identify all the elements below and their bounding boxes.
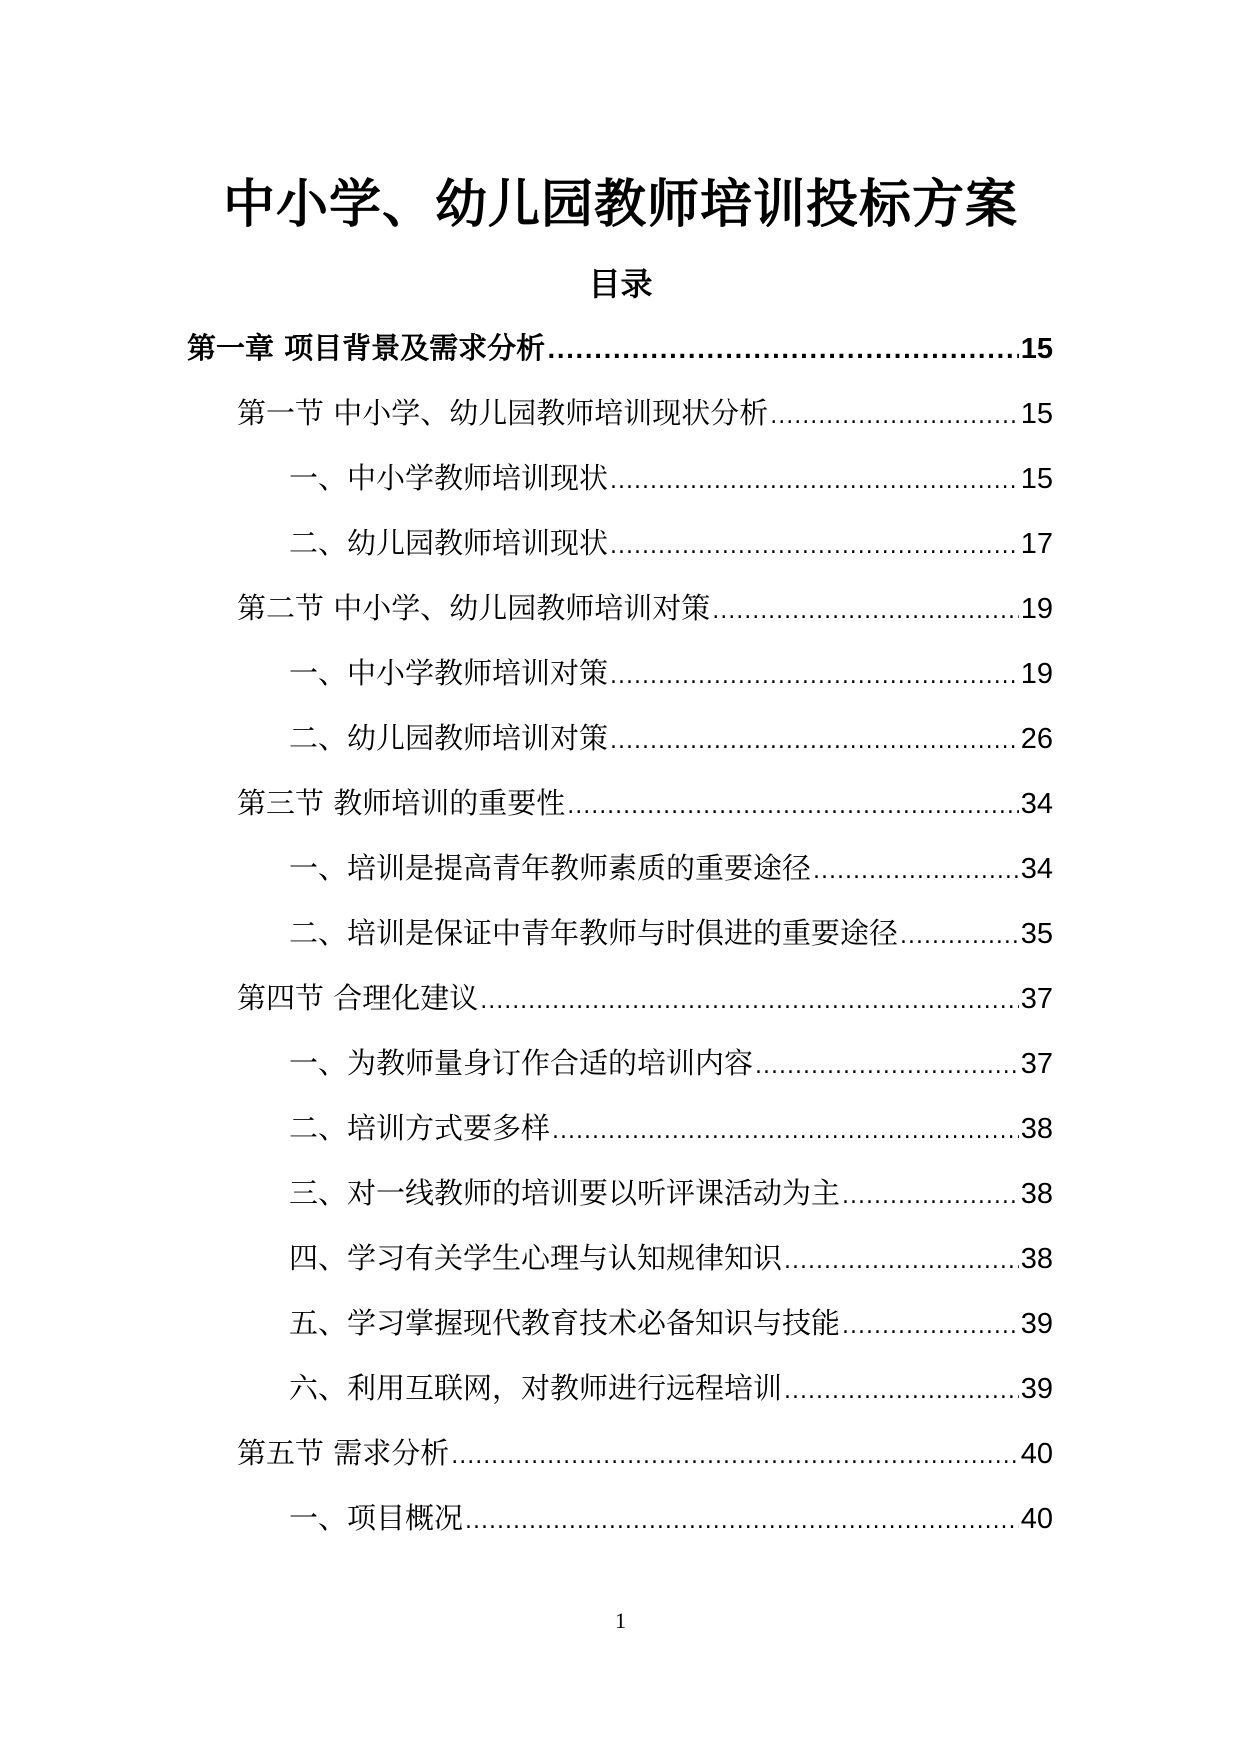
toc-entry-title: 二、培训方式要多样 — [289, 1111, 551, 1145]
toc-entry-title: 一、为教师量身订作合适的培训内容 — [289, 1046, 754, 1080]
toc-entry-page-number: 35 — [1020, 918, 1053, 950]
toc-entry[interactable] — [0, 1431, 1241, 1496]
toc-entry[interactable] — [0, 1366, 1241, 1431]
toc-entry-page-number: 37 — [1020, 983, 1053, 1015]
toc-entry[interactable] — [0, 1171, 1241, 1236]
toc-entry-title: 六、利用互联网，对教师进行远程培训 — [289, 1371, 783, 1405]
toc-heading: 目录 — [588, 265, 653, 303]
toc-entry-title: 五、学习掌握现代教育技术必备知识与技能 — [289, 1306, 841, 1340]
toc-entry[interactable] — [0, 1106, 1241, 1171]
toc-dot-leader — [900, 915, 1019, 959]
toc-entry[interactable] — [0, 781, 1241, 846]
toc-dot-leader — [842, 1305, 1019, 1349]
toc-dot-leader — [610, 525, 1019, 569]
toc-entry-title: 第一节 中小学、幼儿园教师培训现状分析 — [237, 396, 769, 430]
toc-dot-leader — [465, 1500, 1019, 1544]
toc-dot-leader — [842, 1175, 1019, 1219]
toc-entry-title: 四、学习有关学生心理与认知规律知识 — [289, 1241, 783, 1275]
toc-entry-page-number: 39 — [1020, 1373, 1053, 1405]
toc-entry-page-number: 40 — [1020, 1438, 1053, 1470]
toc-entry-page-number: 26 — [1020, 723, 1053, 755]
toc-entry-title: 第四节 合理化建议 — [237, 981, 479, 1015]
toc-entry-title: 第一章 项目背景及需求分析 — [187, 331, 546, 365]
toc-entry[interactable] — [0, 586, 1241, 651]
toc-dot-leader — [784, 1240, 1019, 1284]
toc-dot-leader — [770, 395, 1019, 439]
toc-dot-leader — [784, 1370, 1019, 1414]
page-number: 1 — [615, 1608, 626, 1633]
toc-entry-title: 第五节 需求分析 — [237, 1436, 450, 1470]
toc-entry[interactable] — [0, 391, 1241, 456]
toc-entry[interactable] — [0, 976, 1241, 1041]
document-title: 中小学、幼儿园教师培训投标方案 — [222, 175, 1018, 235]
toc-entry[interactable] — [0, 846, 1241, 911]
toc-entry-page-number: 34 — [1020, 853, 1053, 885]
toc-dot-leader — [610, 655, 1019, 699]
toc-entry[interactable] — [0, 911, 1241, 976]
toc-dot-leader — [552, 1110, 1019, 1154]
toc-dot-leader — [610, 720, 1019, 764]
toc-entry-page-number: 37 — [1020, 1048, 1053, 1080]
toc-entry[interactable] — [0, 716, 1241, 781]
toc-entry[interactable] — [0, 1041, 1241, 1106]
toc-entry-title: 二、培训是保证中青年教师与时俱进的重要途径 — [289, 916, 899, 950]
toc-entry-title: 三、对一线教师的培训要以听评课活动为主 — [289, 1176, 841, 1210]
toc-entry[interactable] — [0, 1496, 1241, 1561]
toc-dot-leader — [547, 330, 1019, 374]
toc-entry-page-number: 15 — [1020, 333, 1053, 365]
toc-entry-title: 一、中小学教师培训现状 — [289, 461, 609, 495]
toc-entry-page-number: 39 — [1020, 1308, 1053, 1340]
toc-dot-leader — [451, 1435, 1019, 1479]
toc-entry-title: 一、项目概况 — [289, 1501, 464, 1535]
toc-entry[interactable] — [0, 1236, 1241, 1301]
toc-dot-leader — [712, 590, 1019, 634]
toc-entry-page-number: 38 — [1020, 1243, 1053, 1275]
table-of-contents — [0, 326, 1241, 1561]
toc-entry[interactable] — [0, 326, 1241, 391]
toc-entry-title: 一、培训是提高青年教师素质的重要途径 — [289, 851, 812, 885]
toc-entry[interactable] — [0, 1301, 1241, 1366]
toc-entry-title: 一、中小学教师培训对策 — [289, 656, 609, 690]
toc-entry-page-number: 15 — [1020, 463, 1053, 495]
toc-dot-leader — [755, 1045, 1019, 1089]
toc-entry-title: 第二节 中小学、幼儿园教师培训对策 — [237, 591, 711, 625]
toc-entry-page-number: 17 — [1020, 528, 1053, 560]
toc-entry-title: 二、幼儿园教师培训对策 — [289, 721, 609, 755]
toc-entry-title: 第三节 教师培训的重要性 — [237, 786, 566, 820]
toc-dot-leader — [567, 785, 1019, 829]
toc-entry-title: 二、幼儿园教师培训现状 — [289, 526, 609, 560]
toc-entry-page-number: 15 — [1020, 398, 1053, 430]
toc-entry-page-number: 38 — [1020, 1113, 1053, 1145]
toc-entry[interactable] — [0, 651, 1241, 716]
toc-dot-leader — [813, 850, 1019, 894]
toc-entry[interactable] — [0, 521, 1241, 586]
toc-entry-page-number: 38 — [1020, 1178, 1053, 1210]
toc-dot-leader — [610, 460, 1019, 504]
toc-entry-page-number: 19 — [1020, 658, 1053, 690]
toc-entry-page-number: 19 — [1020, 593, 1053, 625]
toc-dot-leader — [480, 980, 1019, 1024]
toc-entry-page-number: 34 — [1020, 788, 1053, 820]
toc-entry-page-number: 40 — [1020, 1503, 1053, 1535]
toc-entry[interactable] — [0, 456, 1241, 521]
